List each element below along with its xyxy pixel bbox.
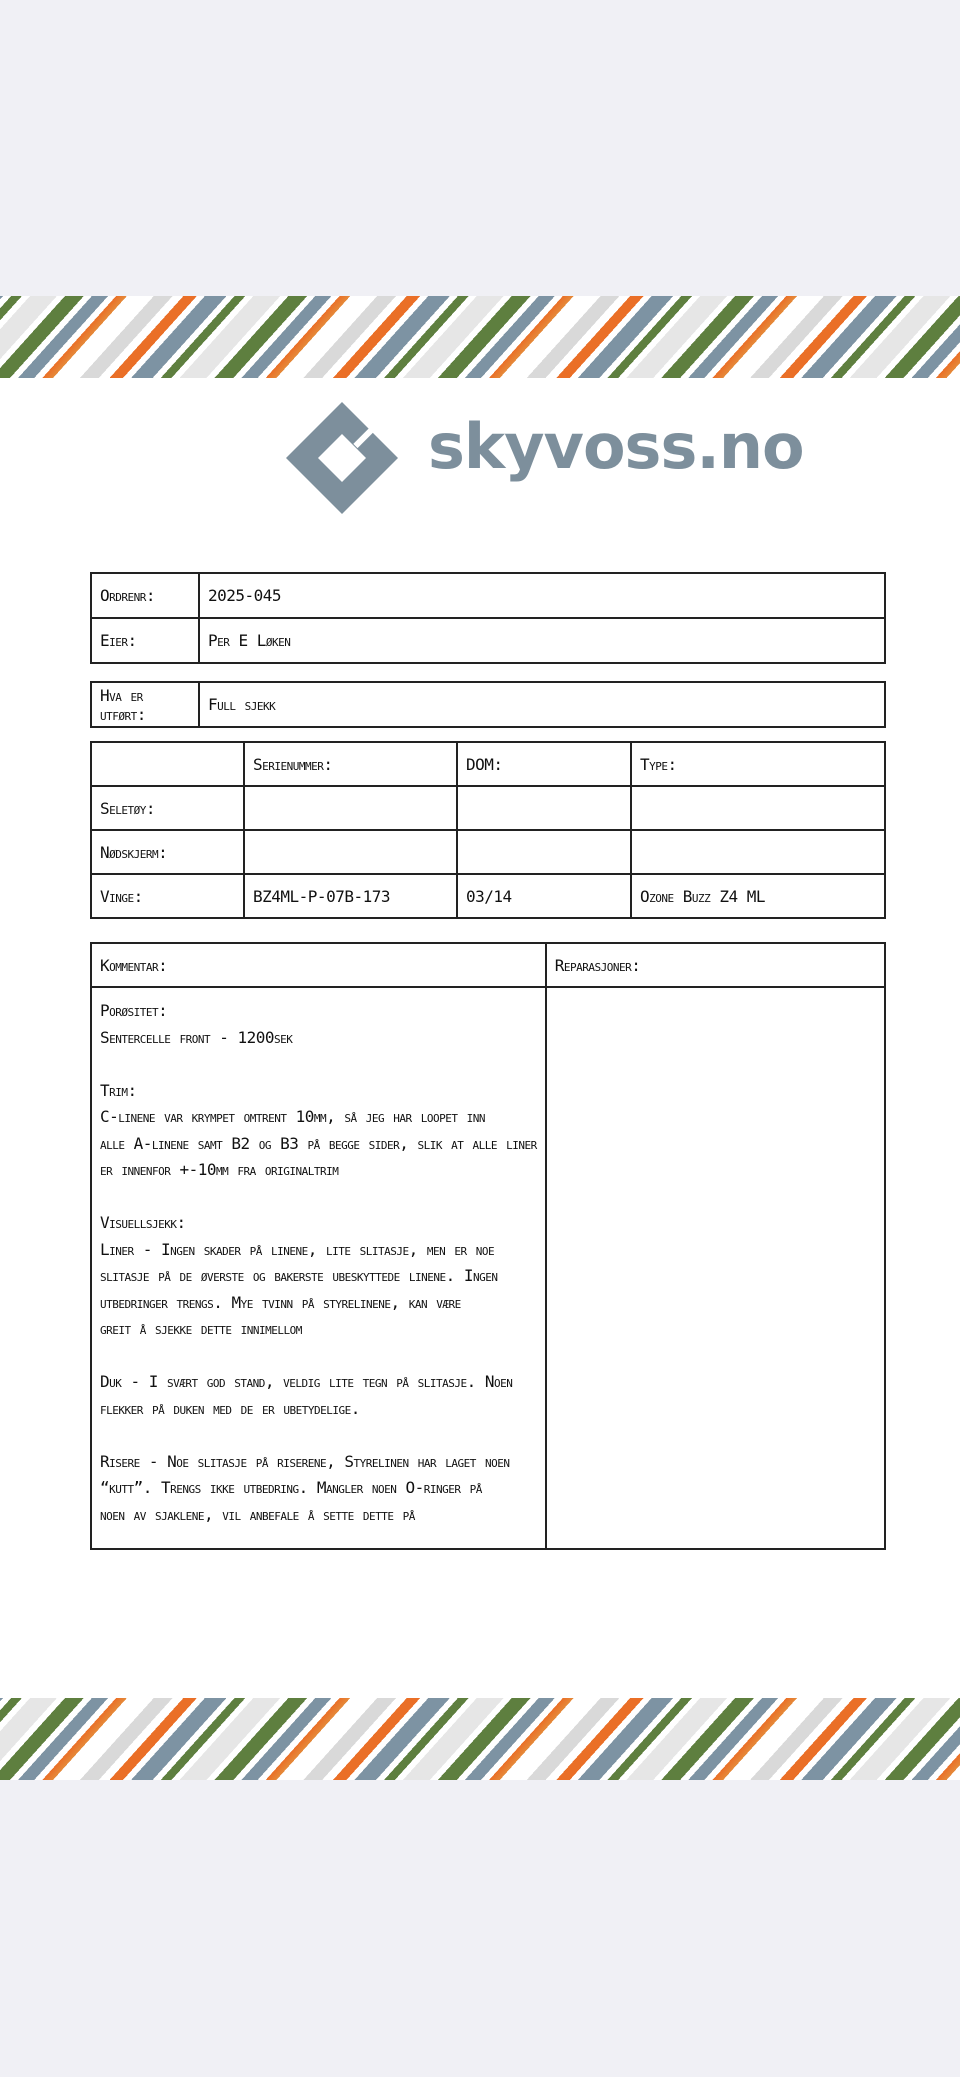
service-report-page bbox=[0, 296, 960, 1780]
ordrenr-value: 2025-045 bbox=[199, 573, 885, 618]
comment-line: er innenfor +-10mm fra originaltrim bbox=[100, 1160, 339, 1179]
equipment-cell bbox=[631, 786, 885, 830]
eier-label: Eier: bbox=[91, 618, 199, 663]
comment-line: “kutt”. Trengs ikke utbedring. Mangler noen O-ringer på bbox=[100, 1478, 482, 1497]
equipment-row-label: Vinge: bbox=[91, 874, 244, 918]
equipment-cell: BZ4ML-P-07B-173 bbox=[244, 874, 457, 918]
comment-line: Porøsitet: bbox=[100, 1001, 168, 1020]
equipment-row-label: Nødskjerm: bbox=[91, 830, 244, 874]
skyvoss-logo bbox=[284, 400, 804, 516]
comment-line bbox=[100, 1184, 537, 1211]
equipment-header-cell: Type: bbox=[631, 742, 885, 786]
order-table bbox=[90, 572, 886, 664]
equipment-cell: Ozone Buzz Z4 ML bbox=[631, 874, 885, 918]
comment-line: utbedringer trengs. Mye tvinn på styrelinene, kan være bbox=[100, 1292, 461, 1312]
logo-text: skyvoss.no bbox=[428, 410, 804, 483]
comment-line: flekker på duken med de er ubetydelige. bbox=[100, 1398, 360, 1418]
ordrenr-label: Ordrenr: bbox=[91, 573, 199, 618]
comment-line: Duk - I svært god stand, veldig lite tegn på slitasje. Noen bbox=[100, 1372, 513, 1391]
table-row bbox=[91, 874, 885, 918]
equipment-header-cell bbox=[91, 742, 244, 786]
comment-line bbox=[100, 1422, 537, 1449]
kommentar-label: Kommentar: bbox=[91, 943, 546, 987]
table-row bbox=[91, 830, 885, 874]
equipment-cell bbox=[457, 786, 631, 830]
work-value: Full sjekk bbox=[199, 682, 885, 727]
decorative-stripe-header bbox=[0, 296, 960, 378]
diamond-logo-icon bbox=[284, 400, 400, 516]
reparasjoner-label: Reparasjoner: bbox=[546, 943, 885, 987]
equipment-header-cell: Serienummer: bbox=[244, 742, 457, 786]
kommentar-body bbox=[91, 987, 546, 1549]
equipment-cell: 03/14 bbox=[457, 874, 631, 918]
equipment-header-row bbox=[91, 742, 885, 786]
decorative-stripe-footer bbox=[0, 1698, 960, 1780]
eier-value: Per E Løken bbox=[199, 618, 885, 663]
equipment-cell bbox=[457, 830, 631, 874]
equipment-cell bbox=[244, 830, 457, 874]
equipment-header-cell: DOM: bbox=[457, 742, 631, 786]
comment-line: Liner - Ingen skader på linene, lite slitasje, men er noe bbox=[100, 1239, 495, 1259]
work-table bbox=[90, 681, 886, 728]
work-label: Hva er utført: bbox=[91, 682, 199, 727]
equipment-cell bbox=[244, 786, 457, 830]
comment-line: Risere - Noe slitasje på riserene, Styrelinen har laget noen bbox=[100, 1451, 510, 1471]
comment-line: greit å sjekke dette innimellom bbox=[100, 1319, 302, 1338]
notes-table bbox=[90, 942, 886, 1550]
comment-line bbox=[100, 1051, 537, 1078]
comment-line: Visuellsjekk: bbox=[100, 1213, 186, 1232]
comment-line: Sentercelle front - 1200sek bbox=[100, 1027, 293, 1047]
comment-line: Trim: bbox=[100, 1080, 137, 1100]
table-row bbox=[91, 786, 885, 830]
comment-line bbox=[100, 1343, 537, 1370]
reparasjoner-body bbox=[546, 987, 885, 1549]
comment-line: alle A-linene samt B2 og B3 på begge sider, slik at alle liner bbox=[100, 1133, 537, 1153]
equipment-row-label: Seletøy: bbox=[91, 786, 244, 830]
equipment-cell bbox=[631, 830, 885, 874]
kommentar-text bbox=[100, 998, 537, 1528]
comment-line: C-linene var krympet omtrent 10mm, så jeg har loopet inn bbox=[100, 1107, 486, 1126]
equipment-table bbox=[90, 741, 886, 919]
comment-line: slitasje på de øverste og bakerste ubeskyttede linene. Ingen bbox=[100, 1266, 498, 1285]
comment-line: noen av sjaklene, vil anbefale å sette dette på bbox=[100, 1504, 415, 1524]
